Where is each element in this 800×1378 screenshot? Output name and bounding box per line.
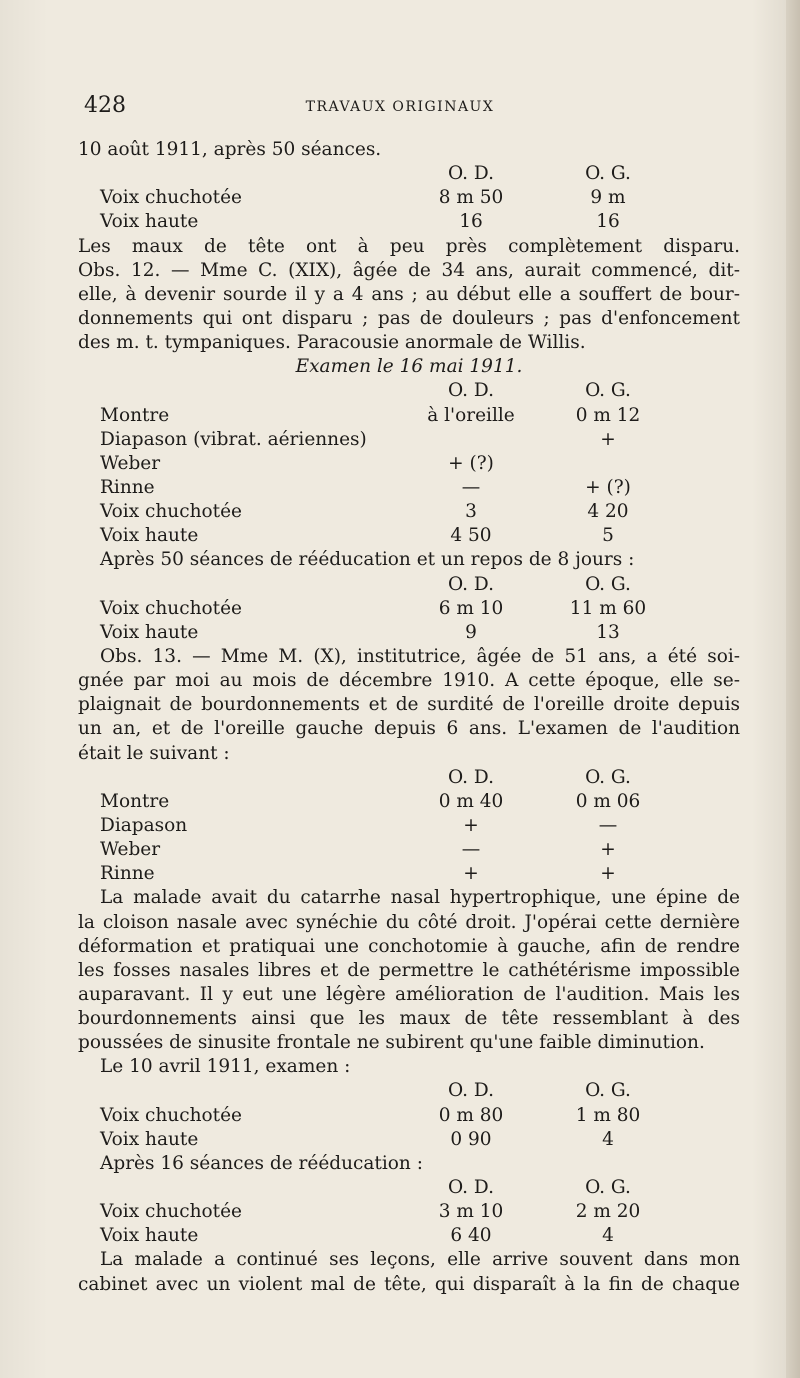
cell-og: + (600, 863, 616, 885)
text-line: donnements qui ont disparu ; pas de douleurs ; pas d'enfoncement (78, 307, 740, 329)
text-line: déformation et pratiquai une conchotomie à gauche, afin de rendre (78, 935, 740, 957)
table-row (78, 621, 740, 645)
text-line: La malade a continué ses leçons, elle arrive souvent dans mon (100, 1249, 740, 1271)
text-line: était le suivant : (78, 742, 230, 764)
text-line: Les maux de tête ont à peu près complètement disparu. (78, 235, 740, 257)
cell-od: O. D. (448, 163, 494, 185)
cell-og: 1 m 80 (575, 1104, 641, 1126)
text-line: plaignait de bourdonnements et de surdité de l'oreille droite depuis (78, 694, 740, 716)
cell-od: O. D. (448, 380, 494, 402)
table-row (78, 476, 740, 500)
cell-od: O. D. (448, 1080, 494, 1102)
cell-od: 9 (465, 621, 477, 643)
table-row (78, 1176, 740, 1200)
cell-og: 16 (596, 211, 620, 233)
cell-og: O. G. (585, 163, 631, 185)
table-row (78, 428, 740, 452)
text-line: La malade avait du catarrhe nasal hypertrophique, une épine de (100, 887, 740, 909)
cell-og: O. G. (585, 766, 631, 788)
cell-og: O. G. (585, 1177, 631, 1199)
cell-od: O. D. (448, 1177, 494, 1199)
page-edge (786, 0, 800, 1378)
cell-og: 4 20 (587, 501, 629, 523)
text-line: Après 16 séances de rééducation : (100, 1152, 423, 1174)
cell-od: 8 m 50 (438, 187, 504, 209)
row-label: Diapason (vibrat. aériennes) (100, 428, 367, 450)
table-row (78, 500, 740, 524)
text-line: les fosses nasales libres et de permettre le cathétérisme impossible (78, 959, 740, 981)
text-line: Après 50 séances de rééducation et un repos de 8 jours : (100, 549, 635, 571)
section-heading: Examen le 16 mai 1911. (295, 356, 523, 378)
cell-og: 0 m 12 (575, 404, 641, 426)
text-line: des m. t. tympaniques. Paracousie anormale de Willis. (78, 332, 586, 354)
cell-og: 2 m 20 (575, 1201, 641, 1223)
cell-og: + (?) (585, 476, 631, 498)
text-line: la cloison nasale avec synéchie du côté droit. J'opérai cette dernière (78, 911, 740, 933)
row-label: Voix haute (100, 525, 199, 547)
table-row (78, 814, 740, 838)
cell-od: + (463, 814, 479, 836)
table-row (78, 379, 740, 403)
table-row (78, 1079, 740, 1103)
row-label: Voix chuchotée (100, 597, 242, 619)
row-label: Diapason (100, 814, 188, 836)
table-row (78, 766, 740, 790)
cell-od: à l'oreille (427, 404, 515, 426)
text-line: bourdonnements ainsi que les maux de tête ressemblant à des (78, 1008, 740, 1030)
cell-og: 13 (596, 621, 620, 643)
cell-og: 4 (602, 1128, 614, 1150)
text-line: 10 août 1911, après 50 séances. (78, 139, 382, 160)
cell-od: 6 40 (450, 1225, 492, 1247)
cell-og: 5 (602, 525, 614, 547)
cell-od: 3 m 10 (438, 1201, 504, 1223)
row-label: Voix haute (100, 1128, 199, 1150)
text-line: poussées de sinusite frontale ne subirent qu'une faible diminution. (78, 1032, 705, 1054)
row-label: Rinne (100, 476, 155, 498)
body-text (78, 138, 740, 1297)
table-row (78, 862, 740, 886)
cell-od: + (463, 863, 479, 885)
row-label: Voix haute (100, 1225, 199, 1247)
running-header (84, 93, 716, 123)
cell-od: — (461, 476, 481, 498)
cell-og: — (598, 814, 618, 836)
text-line: cabinet avec un violent mal de tête, qui disparaît à la fin de chaque (78, 1273, 740, 1295)
table-row (78, 838, 740, 862)
table-row (78, 210, 740, 234)
table-row (78, 790, 740, 814)
table-row (78, 404, 740, 428)
text-line: gnée par moi au mois de décembre 1910. A cette époque, elle se- (78, 670, 740, 692)
text-line: Obs. 12. — Mme C. (XIX), âgée de 34 ans, aurait commencé, dit- (78, 259, 740, 281)
table-row (78, 1128, 740, 1152)
cell-og: + (600, 839, 616, 861)
cell-og: 9 m (590, 187, 626, 209)
row-label: Rinne (100, 863, 155, 885)
row-label: Weber (100, 839, 161, 861)
cell-og: 11 m 60 (569, 597, 647, 619)
table-row (78, 524, 740, 548)
cell-og: O. G. (585, 1080, 631, 1102)
cell-og: 4 (602, 1225, 614, 1247)
cell-od: 4 50 (450, 525, 492, 547)
text-line: Le 10 avril 1911, examen : (100, 1056, 351, 1078)
row-label: Weber (100, 452, 161, 474)
cell-od: + (?) (448, 452, 494, 474)
text-line: elle, à devenir sourde il y a 4 ans ; au début elle a souffert de bour- (78, 283, 740, 305)
row-label: Voix haute (100, 621, 199, 643)
cell-od: — (461, 839, 481, 861)
page-number: 428 (84, 93, 126, 118)
text-line: auparavant. Il y eut une légère amélioration de l'audition. Mais les (78, 983, 740, 1005)
text-line: un an, et de l'oreille gauche depuis 6 ans. L'examen de l'audition (78, 718, 740, 740)
table-row (78, 1200, 740, 1224)
cell-od: 6 m 10 (438, 597, 504, 619)
cell-og: O. G. (585, 380, 631, 402)
row-label: Montre (100, 790, 170, 812)
cell-od: O. D. (448, 573, 494, 595)
table-row (78, 452, 740, 476)
running-title: TRAVAUX ORIGINAUX (305, 99, 495, 115)
table-row (78, 1104, 740, 1128)
text-line: Obs. 13. — Mme M. (X), institutrice, âgée de 51 ans, a été soi- (100, 645, 740, 667)
row-label: Voix chuchotée (100, 187, 242, 209)
cell-od: 0 90 (450, 1128, 492, 1150)
cell-od: 3 (465, 501, 477, 523)
row-label: Montre (100, 404, 170, 426)
cell-od: 0 m 80 (438, 1104, 504, 1126)
cell-od: O. D. (448, 766, 494, 788)
cell-og: + (600, 428, 616, 450)
table-row (78, 573, 740, 597)
row-label: Voix haute (100, 211, 199, 233)
table-row (78, 597, 740, 621)
cell-og: O. G. (585, 573, 631, 595)
cell-od: 0 m 40 (438, 790, 504, 812)
cell-og: 0 m 06 (575, 790, 641, 812)
row-label: Voix chuchotée (100, 1201, 242, 1223)
table-row (78, 162, 740, 186)
table-row (78, 1224, 740, 1248)
row-label: Voix chuchotée (100, 501, 242, 523)
table-row (78, 186, 740, 210)
row-label: Voix chuchotée (100, 1104, 242, 1126)
cell-od: 16 (459, 211, 483, 233)
